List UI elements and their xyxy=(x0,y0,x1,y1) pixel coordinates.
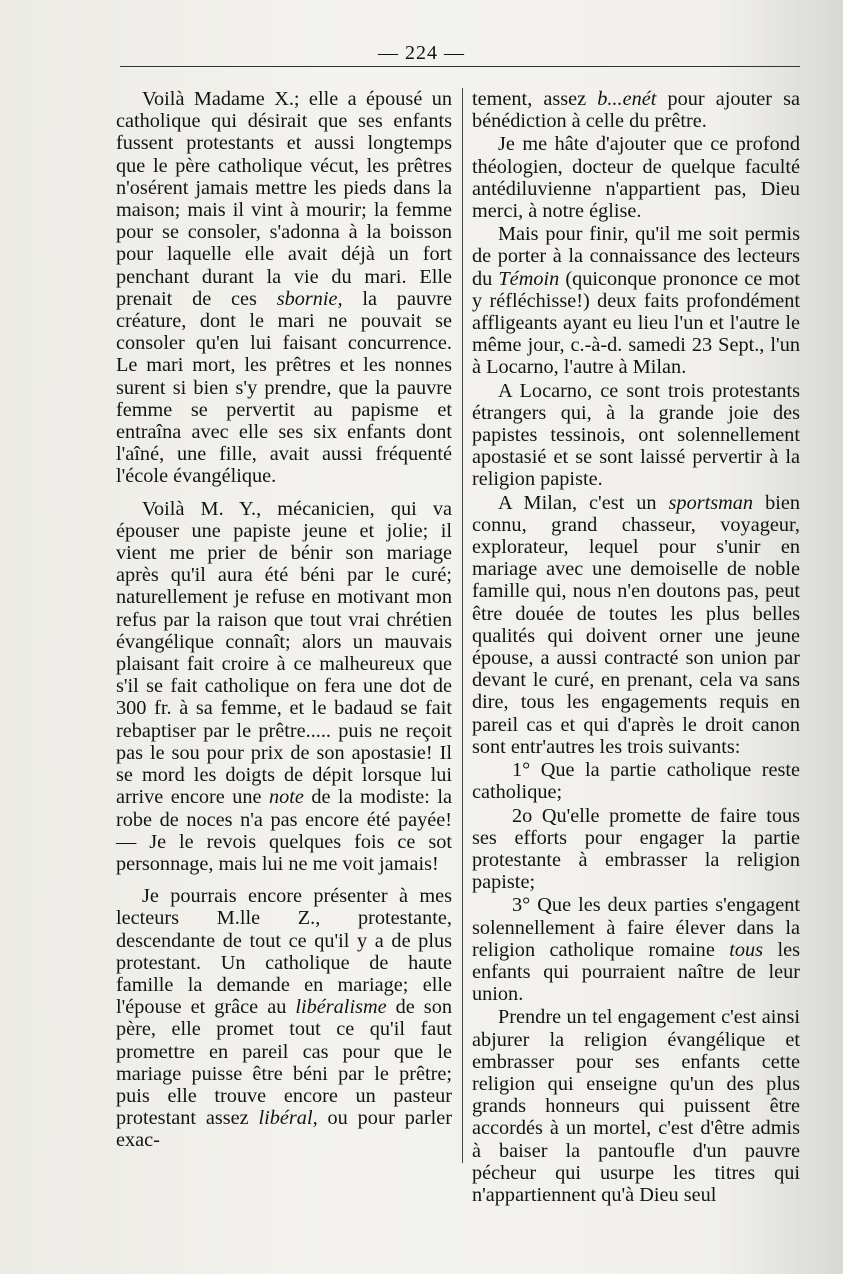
text-run: Voilà Madame X.; elle a épousé un catholique qui désirait que ses enfants fussent protestants et aussi longtemps que le père catholique vécut, les prêtres n'osérent jamais mettre les pieds dans la maison; mais il vint à mourir; la femme pour se consoler, s'adonna à la boisson pour laquelle elle avait déjà un fort penchant durant la vie du mari. Elle prenait de ces xyxy=(116,88,452,310)
text-run: A Milan, c'est un xyxy=(498,491,669,514)
paragraph-milan xyxy=(472,492,800,758)
text-run: tement, assez xyxy=(472,88,598,110)
header-rule xyxy=(120,66,800,67)
text-run: Voilà M. Y., mécanicien, qui va épouser une papiste jeune et jolie; il vient me prier de bénir son mariage après qu'il aura été béni par le curé; naturellement je refuse en motivant mon refus par la raison que tout vrai chrétien évangélique connaît; alors un mauvais plaisant fait croire à ce malheureux que s'il se fait catholique on fera une dot de 300 fr. à sa femme, et le badaud se fait rebaptiser par le prêtre..... puis ne reçoit pas le sou pour prix de son apostasie! Il se mord les doigts de dépit lorsque lui arrive encore une xyxy=(116,497,452,809)
text-run: pour ajouter sa bénédiction à celle du prêtre. xyxy=(472,88,800,133)
italic-run: sportsman xyxy=(668,491,754,514)
text-run: A Locarno, ce sont trois protestants étrangers qui, à la grande joie des papistes tessinois, ont solennellement apostasié et se sont laissé pervertir à la religion papiste. xyxy=(472,379,800,491)
paragraph-madame-x xyxy=(116,88,452,488)
paragraph-locarno xyxy=(472,380,800,491)
text-run: la pauvre créature, dont le mari ne pouvait se consoler qu'en lui faisant concurrence. Le mari mort, les prêtres et les nonnes surent si bien s'y prendre, que la pauvre femme se pervertit au papisme et entraîna avec elle ses six enfants dont l'aîné, une fille, avait aussi fréquenté l'école évangélique. xyxy=(116,287,452,488)
text-run: ou pour parler exac- xyxy=(116,1107,452,1152)
italic-run: libéralisme xyxy=(295,996,387,1019)
italic-run: libéral, xyxy=(258,1107,318,1130)
italic-run: note xyxy=(268,786,304,809)
column-divider xyxy=(462,88,463,1163)
paragraph-theologien xyxy=(472,133,800,222)
text-run: bien connu, grand chasseur, voyageur, explorateur, lequel pour s'unir en mariage avec une demoiselle de noble famille qui, nous n'en doutons pas, peut être douée de toutes les plus belles qualités qui doivent orner une jeune épouse, a aussi contracté son union par devant le curé, en prenant, cela va sans dire, tous les engagements requis en pareil cas et qui d'après le droit canon sont entr'autres les trois suivants: xyxy=(472,491,800,758)
text-run: 1° Que la partie catholique reste catholique; xyxy=(472,759,800,804)
text-run: Mais pour finir, qu'il me soit permis de porter à la connaissance des lecteurs du xyxy=(472,223,800,290)
text-run: Prendre un tel engagement c'est ainsi abjurer la religion évangélique et embrasser pour ses enfants cette religion qui enseigne qu'un des plus grands honneurs qui puissent être accordés à un mortel, c'est d'être admis à baiser la pantoufle d'un pauvre pécheur qui usurpe les titres qui n'appartiennent qu'à Dieu seul xyxy=(472,1006,800,1206)
italic-run: tous xyxy=(729,938,764,961)
paragraph-mlle-z xyxy=(116,885,452,1151)
text-run: (quiconque prononce ce mot y réfléchisse!) deux faits profondément affligeants ayant eu lieu l'un et l'autre le même jour, c.-à-d. samedi 23 Sept., l'un à Locarno, l'autre à Milan. xyxy=(472,267,800,379)
text-run: les enfants qui pourraient naître de leur union. xyxy=(472,938,800,1006)
text-run: 2o Qu'elle promette de faire tous ses efforts pour engager la partie protestante à embrasser la religion papiste; xyxy=(472,804,800,894)
paragraph-continuation xyxy=(472,88,800,132)
text-run: de son père, elle promet tout ce qu'il faut promettre en pareil cas pour que le mariage puisse être béni par le prêtre; puis elle trouve encore un pasteur protestant assez xyxy=(116,996,452,1130)
text-run: 3° Que les deux parties s'engagent solennellement à faire élever dans la religion catholique romaine xyxy=(472,894,800,961)
paragraph-pour-finir xyxy=(472,223,800,378)
list-item-2 xyxy=(472,805,800,894)
page-number: — 224 — xyxy=(378,42,465,64)
italic-run: b...enét xyxy=(597,88,657,110)
paragraph-monsieur-y xyxy=(116,498,452,875)
right-column xyxy=(472,88,800,1206)
list-item-3 xyxy=(472,894,800,1005)
italic-run: sbornie, xyxy=(276,287,343,310)
left-column xyxy=(116,88,452,1152)
text-run: Je pourrais encore présenter à mes lecteurs M.lle Z., protestante, descendante de tout ce qu'il y a de plus protestant. Un catholique de haute famille la demande en mariage; elle l'épouse et grâce au xyxy=(116,885,452,1019)
text-run: Je me hâte d'ajouter que ce profond théologien, docteur de quelque faculté antédiluvienne n'appartient pas, Dieu merci, à notre église. xyxy=(472,133,800,223)
list-item-1 xyxy=(472,759,800,803)
italic-run: Témoin xyxy=(498,267,560,290)
text-run: de la modiste: la robe de noces n'a pas encore été payée! — Je le revois quelques fois ce sot personnage, mais lui ne me voit jamais! xyxy=(116,786,452,875)
paragraph-engagement xyxy=(472,1006,800,1206)
